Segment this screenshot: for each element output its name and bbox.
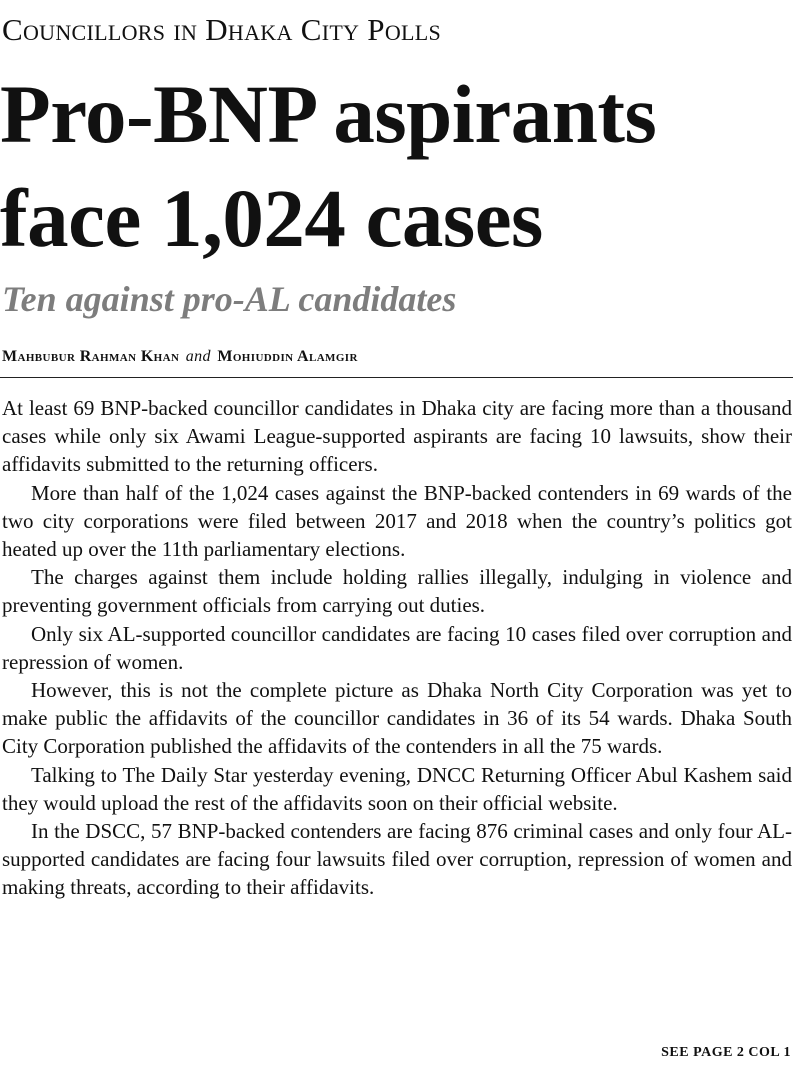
headline-line-2: face 1,024 cases [0, 172, 543, 264]
body-paragraph-6: Talking to The Daily Star yesterday evening, DNCC Returning Officer Abul Kashem said they would upload the rest of the affidavits soon on their official website. [2, 762, 792, 815]
body-paragraph-7: In the DSCC, 57 BNP-backed contenders are facing 876 criminal cases and only four AL-supported candidates are facing four lawsuits filed over corruption, repression of women and making threats, according to their affidavits. [2, 819, 792, 900]
headline-line-1: Pro-BNP aspirants [0, 68, 657, 160]
body-paragraph-3: The charges against them include holding rallies illegally, indulging in violence and preventing government officials from carrying out duties. [2, 565, 792, 618]
byline-divider [0, 377, 793, 378]
body-paragraph-1: At least 69 BNP-backed councillor candidates in Dhaka city are facing more than a thousand cases while only six Awami League-supported aspirants are facing 10 lawsuits, show their affidavits submitted to the returning officers. [2, 396, 792, 477]
byline-conjunction: and [185, 348, 211, 365]
continuation-jump-line: SEE PAGE 2 COL 1 [661, 1045, 791, 1060]
byline-author-2: Mohiuddin Alamgir [217, 348, 358, 365]
body-paragraph-5: However, this is not the complete picture as Dhaka North City Corporation was yet to make public the affidavits of the councillor candidates in 36 of its 54 wards. Dhaka South City Corporation published the affidavits of the contenders in all the 75 wards. [2, 678, 792, 759]
article-body [2, 394, 792, 902]
body-paragraph-4: Only six AL-supported councillor candidates are facing 10 cases filed over corruption and repression of women. [2, 621, 792, 674]
article-kicker: Councillors in Dhaka City Polls [2, 12, 442, 47]
article-subhead: Ten against pro-AL candidates [2, 279, 457, 319]
article-byline [2, 346, 358, 368]
byline-author-1: Mahbubur Rahman Khan [2, 348, 180, 365]
article-headline [0, 62, 793, 270]
body-paragraph-2: More than half of the 1,024 cases against the BNP-backed contenders in 69 wards of the two city corporations were filed between 2017 and 2018 when the country’s politics got heated up over the 11th parliamentary elections. [2, 480, 792, 562]
